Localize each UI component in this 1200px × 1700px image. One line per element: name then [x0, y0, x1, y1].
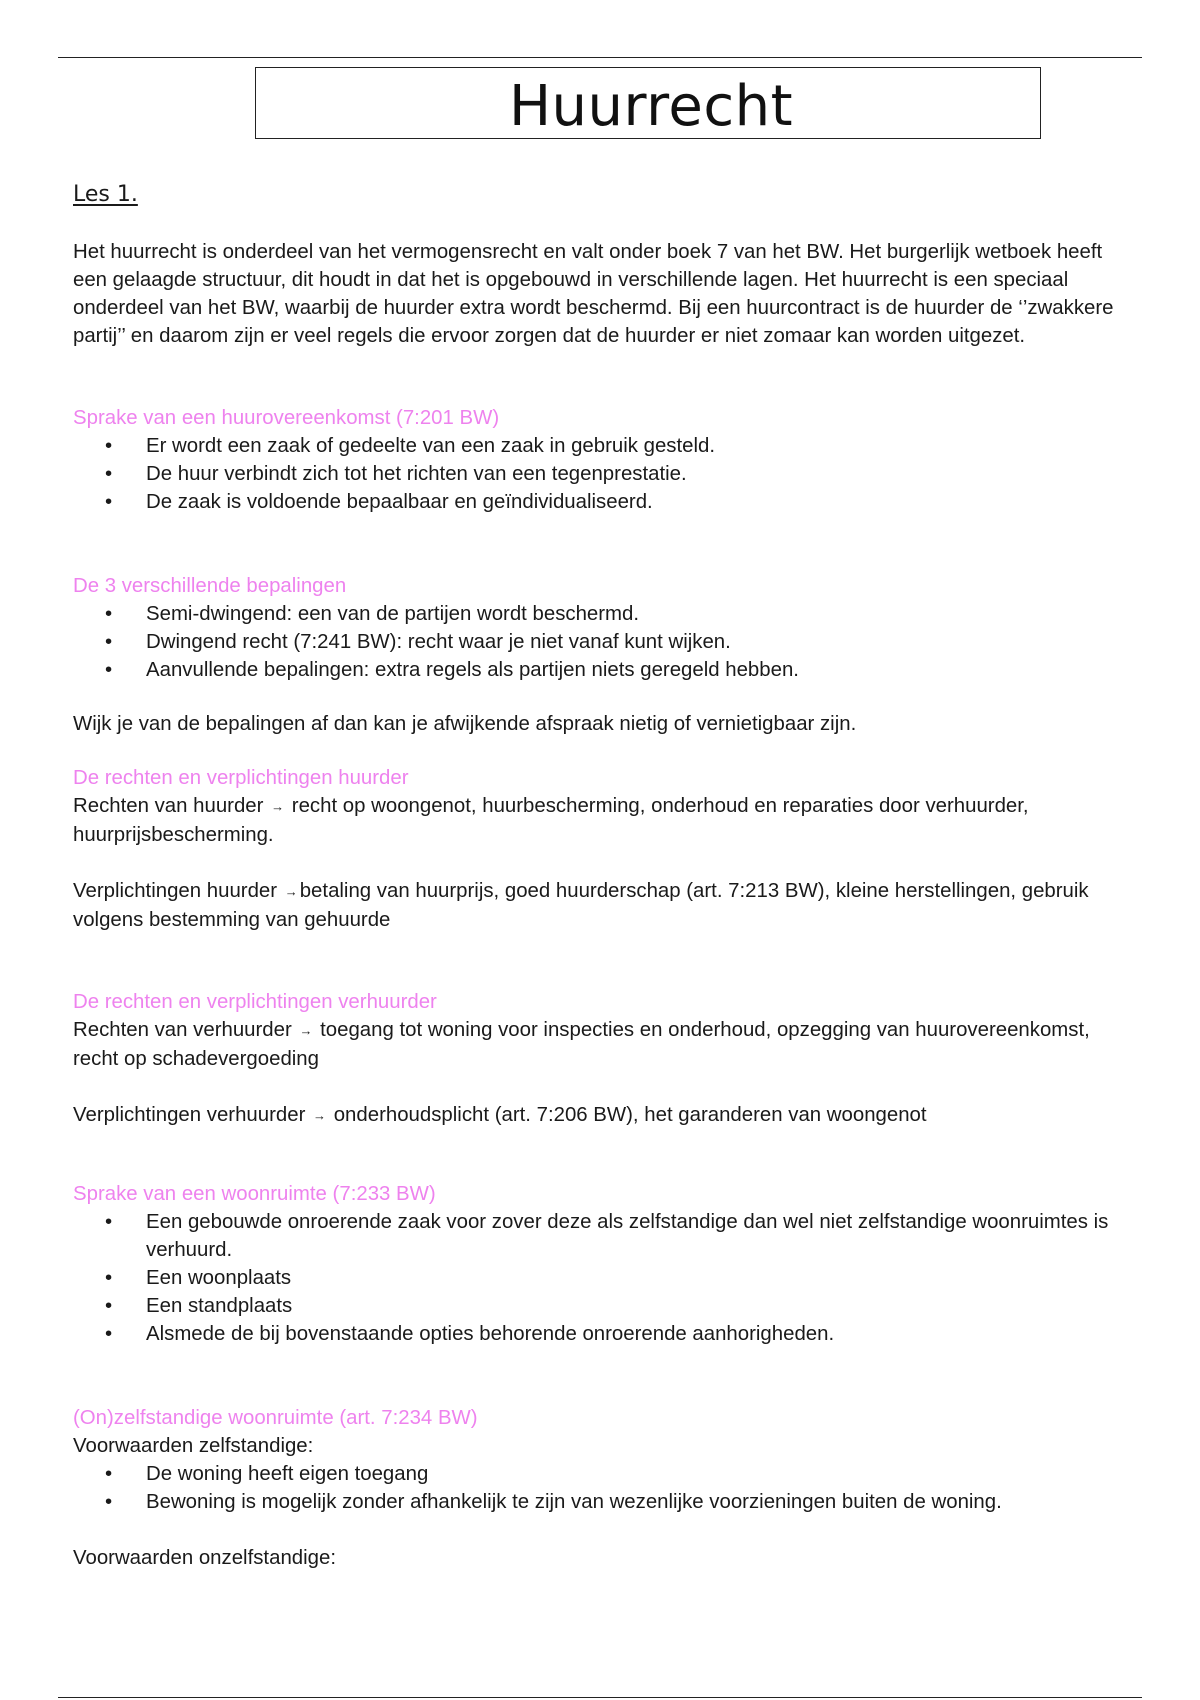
list-item: • Er wordt een zaak of gedeelte van een zaak in gebruik gesteld.: [73, 432, 1133, 460]
list-item: • De zaak is voldoende bepaalbaar en geïndividualiseerd.: [73, 488, 1133, 516]
verhuurder-rechten-label: Rechten van verhuurder: [73, 1019, 292, 1041]
woonruimte-list: [73, 1208, 1133, 1348]
onzelfstandig-label: Voorwaarden onzelfstandige:: [73, 1547, 336, 1569]
list-item: • Dwingend recht (7:241 BW): recht waar je niet vanaf kunt wijken.: [73, 628, 1133, 656]
list-item: • De woning heeft eigen toegang: [73, 1460, 1133, 1488]
verhuurder-verplichtingen-text: onderhoudsplicht (art. 7:206 BW), het garanderen van woongenot: [333, 1104, 927, 1126]
list-item: • Semi-dwingend: een van de partijen wordt beschermd.: [73, 600, 1133, 628]
intro-paragraph: Het huurrecht is onderdeel van het vermogensrecht en valt onder boek 7 van het BW. Het burgerlijk wetboek heeft een gelaagde structuur, dit houdt in dat het is opgebouwd in verschillende lagen. Het huurrecht is een speciaal onderdeel van het BW, waarbij de huurder extra wordt beschermd. Bij een huurcontract is de huurder de ‘’zwakkere partij’’ en daarom zijn er veel regels die ervoor zorgen dat de huurder er niet zomaar kan worden uitgezet.: [73, 241, 1114, 347]
list-item: • De huur verbindt zich tot het richten van een tegenprestatie.: [73, 460, 1133, 488]
arrow-icon: →: [284, 884, 298, 899]
huurder-rechten: [73, 792, 1133, 849]
huurder-verplichtingen-text: betaling van huurprijs, goed huurderschap (art. 7:213 BW), kleine herstellingen, gebruik volgens bestemming van gehuurde: [73, 880, 1089, 931]
huurder-rechten-label: Rechten van huurder: [73, 795, 264, 817]
list-item: • Alsmede de bij bovenstaande opties behorende onroerende aanhorigheden.: [73, 1320, 1133, 1348]
section-heading-verhuurder: De rechten en verplichtingen verhuurder: [73, 991, 437, 1013]
page-title: Huurrecht: [508, 73, 794, 139]
list-item: • Aanvullende bepalingen: extra regels als partijen niets geregeld hebben.: [73, 656, 1133, 684]
section-heading-woonruimte: Sprake van een woonruimte (7:233 BW): [73, 1183, 436, 1205]
arrow-icon: →: [313, 1108, 327, 1123]
list-item: • Een standplaats: [73, 1292, 1133, 1320]
list-item: • Bewoning is mogelijk zonder afhankelijk te zijn van wezenlijke voorzieningen buiten de woning.: [73, 1488, 1133, 1516]
document-body: [73, 178, 1133, 1572]
huurovereenkomst-list: [73, 432, 1133, 516]
bottom-rule: [58, 1697, 1142, 1698]
bepalingen-list: [73, 600, 1133, 684]
arrow-icon: →: [271, 799, 285, 814]
verhuurder-verplichtingen: [73, 1101, 1133, 1130]
zelfstandig-list: [73, 1460, 1133, 1516]
huurder-verplichtingen-label: Verplichtingen huurder: [73, 880, 278, 902]
huurder-verplichtingen: [73, 877, 1133, 934]
section-heading-huurovereenkomst: Sprake van een huurovereenkomst (7:201 BW): [73, 407, 500, 429]
verhuurder-verplichtingen-label: Verplichtingen verhuurder: [73, 1104, 306, 1126]
section-heading-zelfstandig: (On)zelfstandige woonruimte (art. 7:234 BW): [73, 1407, 478, 1429]
top-rule: [58, 57, 1142, 58]
verhuurder-rechten-text: toegang tot woning voor inspecties en onderhoud, opzegging van huurovereenkomst, recht op schadevergoeding: [73, 1019, 1090, 1070]
verhuurder-rechten: [73, 1016, 1133, 1073]
huurder-rechten-text: recht op woongenot, huurbescherming, onderhoud en reparaties door verhuurder, huurprijsbescherming.: [73, 795, 1029, 846]
arrow-icon: →: [299, 1023, 313, 1038]
lesson-heading: Les 1.: [73, 182, 138, 207]
list-item: • Een woonplaats: [73, 1264, 1133, 1292]
zelfstandig-label: Voorwaarden zelfstandige:: [73, 1435, 314, 1457]
title-box: [255, 67, 1041, 139]
section-heading-huurder: De rechten en verplichtingen huurder: [73, 767, 409, 789]
list-item: • Een gebouwde onroerende zaak voor zover deze als zelfstandige dan wel niet zelfstandige woonruimtes is verhuurd.: [73, 1208, 1133, 1264]
bepalingen-note: Wijk je van de bepalingen af dan kan je afwijkende afspraak nietig of vernietigbaar zijn.: [73, 713, 857, 735]
section-heading-bepalingen: De 3 verschillende bepalingen: [73, 575, 347, 597]
